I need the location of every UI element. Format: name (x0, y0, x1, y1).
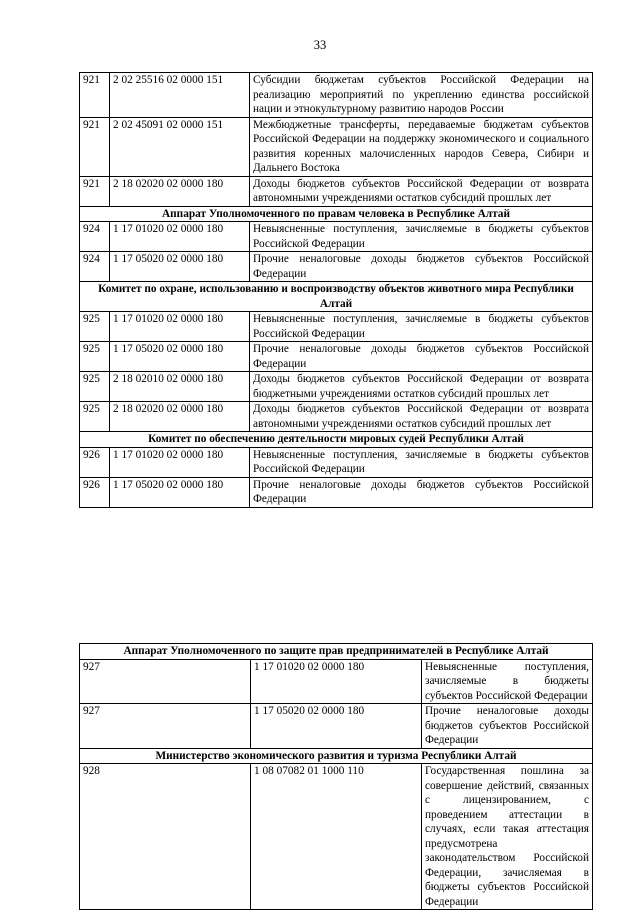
budget-classification-code-cell: 1 17 01020 02 0000 180 (251, 659, 422, 704)
revenue-name-cell: Прочие неналоговые доходы бюджетов субъектов Российской Федерации (250, 342, 593, 372)
section-header-row (80, 748, 593, 764)
admin-code-cell: 921 (80, 73, 110, 118)
table-row (80, 342, 593, 372)
section-title: Комитет по охране, использованию и воспроизводству объектов животного мира Республики Алтай (80, 282, 593, 312)
budget-classification-code-cell: 1 17 05020 02 0000 180 (110, 342, 250, 372)
budget-classification-code-cell: 2 02 45091 02 0000 151 (110, 117, 250, 176)
revenue-name-cell: Прочие неналоговые доходы бюджетов субъектов Российской Федерации (422, 704, 593, 749)
revenue-name-cell: Доходы бюджетов субъектов Российской Федерации от возврата автономными учреждениями остатков субсидий прошлых лет (250, 176, 593, 206)
admin-code-cell: 925 (80, 372, 110, 402)
admin-code-cell: 921 (80, 117, 110, 176)
table-body (80, 644, 593, 910)
section-header-row (80, 282, 593, 312)
section-title: Комитет по обеспечению деятельности мировых судей Республики Алтай (80, 432, 593, 448)
admin-code-cell: 927 (80, 659, 251, 704)
budget-classification-code-cell: 1 17 01020 02 0000 180 (110, 447, 250, 477)
table-row (80, 73, 593, 118)
admin-code-cell: 924 (80, 252, 110, 282)
budget-codes-table (79, 72, 593, 508)
budget-classification-code-cell: 2 02 25516 02 0000 151 (110, 73, 250, 118)
admin-code-cell: 925 (80, 402, 110, 432)
section-header-row (80, 432, 593, 448)
table-row (80, 222, 593, 252)
budget-classification-code-cell: 1 17 01020 02 0000 180 (110, 312, 250, 342)
admin-code-cell: 925 (80, 342, 110, 372)
admin-code-cell: 925 (80, 312, 110, 342)
table-row (80, 659, 593, 704)
revenue-name-cell: Невыясненные поступления, зачисляемые в бюджеты субъектов Российской Федерации (422, 659, 593, 704)
table-row (80, 312, 593, 342)
revenue-name-cell: Субсидии бюджетам субъектов Российской Федерации на реализацию мероприятий по укреплению единства российской нации и этнокультурному развитию народов России (250, 73, 593, 118)
section-header-row (80, 644, 593, 660)
table-row (80, 402, 593, 432)
admin-code-cell: 928 (80, 764, 251, 910)
budget-classification-code-cell: 1 17 05020 02 0000 180 (110, 477, 250, 507)
budget-classification-code-cell: 2 18 02010 02 0000 180 (110, 372, 250, 402)
admin-code-cell: 926 (80, 477, 110, 507)
revenue-name-cell: Доходы бюджетов субъектов Российской Федерации от возврата бюджетными учреждениями остатков субсидий прошлых лет (250, 372, 593, 402)
budget-classification-code-cell: 1 17 01020 02 0000 180 (110, 222, 250, 252)
revenue-name-cell: Невыясненные поступления, зачисляемые в бюджеты субъектов Российской Федерации (250, 222, 593, 252)
revenue-name-cell: Доходы бюджетов субъектов Российской Федерации от возврата автономными учреждениями остатков субсидий прошлых лет (250, 402, 593, 432)
budget-classification-code-cell: 2 18 02020 02 0000 180 (110, 176, 250, 206)
table-row (80, 704, 593, 749)
budget-classification-code-cell: 1 17 05020 02 0000 180 (251, 704, 422, 749)
table-row (80, 176, 593, 206)
admin-code-cell: 927 (80, 704, 251, 749)
section-title: Министерство экономического развития и туризма Республики Алтай (80, 748, 593, 764)
revenue-name-cell: Прочие неналоговые доходы бюджетов субъектов Российской Федерации (250, 477, 593, 507)
table-row (80, 764, 593, 910)
revenue-name-cell: Невыясненные поступления, зачисляемые в бюджеты субъектов Российской Федерации (250, 447, 593, 477)
revenue-name-cell: Невыясненные поступления, зачисляемые в бюджеты субъектов Российской Федерации (250, 312, 593, 342)
table-row (80, 117, 593, 176)
section-title: Аппарат Уполномоченного по защите прав предпринимателей в Республике Алтай (80, 644, 593, 660)
admin-code-cell: 924 (80, 222, 110, 252)
table-row (80, 447, 593, 477)
section-header-row (80, 206, 593, 222)
budget-classification-code-cell: 1 08 07082 01 1000 110 (251, 764, 422, 910)
budget-codes-table-continued (79, 643, 593, 910)
table-body (80, 73, 593, 508)
admin-code-cell: 921 (80, 176, 110, 206)
revenue-name-cell: Межбюджетные трансферты, передаваемые бюджетам субъектов Российской Федерации на поддержку экономического и социального развития коренных малочисленных народов Севера, Сибири и Дальнего Востока (250, 117, 593, 176)
revenue-name-cell: Прочие неналоговые доходы бюджетов субъектов Российской Федерации (250, 252, 593, 282)
revenue-name-cell: Государственная пошлина за совершение действий, связанных с лицензированием, с проведением аттестации в случаях, если такая аттестация предусмотрена законодательством Российской Федерации, зачисляемая в бюджеты субъектов Российской Федерации (422, 764, 593, 910)
admin-code-cell: 926 (80, 447, 110, 477)
section-title: Аппарат Уполномоченного по правам человека в Республике Алтай (80, 206, 593, 222)
table-row (80, 252, 593, 282)
budget-classification-code-cell: 1 17 05020 02 0000 180 (110, 252, 250, 282)
budget-classification-code-cell: 2 18 02020 02 0000 180 (110, 402, 250, 432)
table-row (80, 477, 593, 507)
table-row (80, 372, 593, 402)
page-number: 33 (313, 38, 327, 52)
